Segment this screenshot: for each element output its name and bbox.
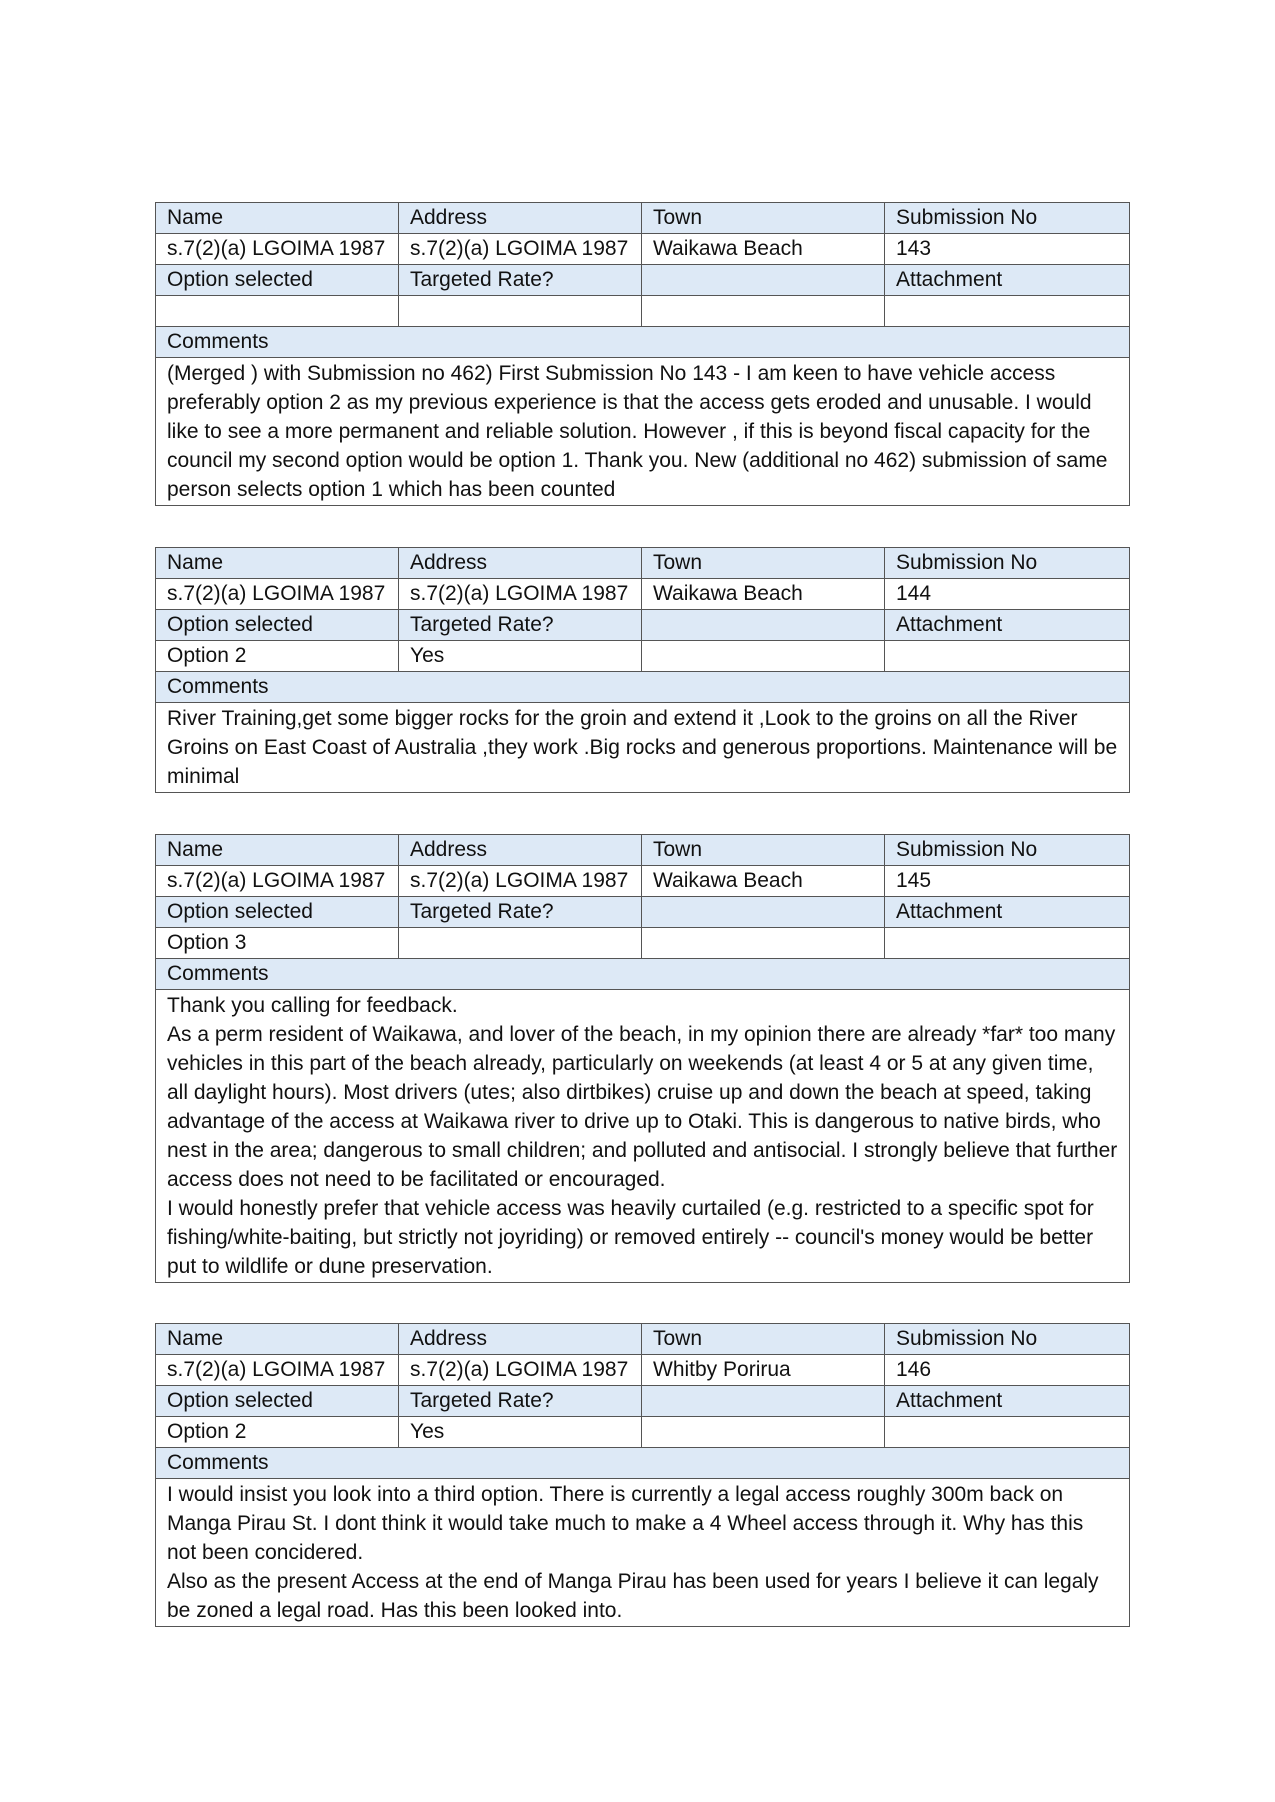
option-header-row — [156, 265, 1130, 296]
comments-text — [156, 703, 1130, 793]
details-row — [156, 234, 1130, 265]
comments-row — [156, 1479, 1130, 1627]
option-value — [156, 296, 399, 327]
attachment-label: Attachment — [885, 1386, 1130, 1417]
name-label: Name — [156, 548, 399, 579]
empty-cell — [642, 641, 885, 672]
targeted-rate-label: Targeted Rate? — [399, 265, 642, 296]
header-row — [156, 835, 1130, 866]
option-row — [156, 296, 1130, 327]
comment-paragraph: River Training,get some bigger rocks for the groin and extend it ,Look to the groins on all the River Groins on East Coast of Australia ,they work .Big rocks and generous proportions. Maintenance will be minimal — [167, 707, 1118, 788]
empty-cell — [642, 928, 885, 959]
targeted-rate-label: Targeted Rate? — [399, 897, 642, 928]
option-row — [156, 928, 1130, 959]
submission-no-value: 143 — [885, 234, 1130, 265]
address-value: s.7(2)(a) LGOIMA 1987 — [399, 1355, 642, 1386]
address-label: Address — [399, 835, 642, 866]
address-label: Address — [399, 548, 642, 579]
comment-paragraph: I would honestly prefer that vehicle access was heavily curtailed (e.g. restricted to a specific spot for fishing/white-baiting, but strictly not joyriding) or removed entirely -- council's money would be better put to wildlife or dune preservation. — [167, 1197, 1094, 1278]
address-value: s.7(2)(a) LGOIMA 1987 — [399, 234, 642, 265]
empty-cell — [642, 265, 885, 296]
comments-row — [156, 990, 1130, 1283]
submission-table-144 — [155, 547, 1130, 793]
name-value: s.7(2)(a) LGOIMA 1987 — [156, 866, 399, 897]
comments-label: Comments — [156, 959, 1130, 990]
attachment-value — [885, 641, 1130, 672]
comments-label: Comments — [156, 327, 1130, 358]
comments-header-row — [156, 672, 1130, 703]
option-header-row — [156, 897, 1130, 928]
address-label: Address — [399, 1324, 642, 1355]
details-row — [156, 579, 1130, 610]
comment-paragraph: Thank you calling for feedback. — [167, 994, 458, 1017]
comment-paragraph: Also as the present Access at the end of Manga Pirau has been used for years I believe it can legaly be zoned a legal road. Has this been looked into. — [167, 1570, 1099, 1622]
submission-table-143 — [155, 202, 1130, 506]
option-value: Option 3 — [156, 928, 399, 959]
submission-table-146 — [155, 1323, 1130, 1627]
town-value: Waikawa Beach — [642, 579, 885, 610]
details-row — [156, 866, 1130, 897]
header-row — [156, 1324, 1130, 1355]
option-row — [156, 1417, 1130, 1448]
comments-text — [156, 358, 1130, 506]
town-value: Waikawa Beach — [642, 866, 885, 897]
submission-no-label: Submission No — [885, 1324, 1130, 1355]
option-row — [156, 641, 1130, 672]
header-row — [156, 203, 1130, 234]
submission-no-label: Submission No — [885, 548, 1130, 579]
empty-cell — [642, 296, 885, 327]
name-value: s.7(2)(a) LGOIMA 1987 — [156, 579, 399, 610]
targeted-rate-label: Targeted Rate? — [399, 610, 642, 641]
attachment-value — [885, 296, 1130, 327]
empty-cell — [642, 1417, 885, 1448]
comment-paragraph: As a perm resident of Waikawa, and lover of the beach, in my opinion there are already *far* too many vehicles in this part of the beach already, particularly on weekends (at least 4 or 5 at any given time, all daylight hours). Most drivers (utes; also dirtbikes) cruise up and down the beach at speed, taking advantage of the access at Waikawa river to drive up to Otaki. This is dangerous to native birds, who nest in the area; dangerous to small children; and polluted and antisocial. I strongly believe that further access does not need to be facilitated or encouraged. — [167, 1023, 1118, 1191]
town-value: Waikawa Beach — [642, 234, 885, 265]
name-label: Name — [156, 203, 399, 234]
comment-paragraph: (Merged ) with Submission no 462) First Submission No 143 - I am keen to have vehicle access preferably option 2 as my previous experience is that the access gets eroded and unusable. I would like to see a more permanent and reliable solution. However , if this is beyond fiscal capacity for the council my second option would be option 1. Thank you. New (additional no 462) submission of same person selects option 1 which has been counted — [167, 362, 1108, 501]
submission-table-145 — [155, 834, 1130, 1283]
name-value: s.7(2)(a) LGOIMA 1987 — [156, 1355, 399, 1386]
name-label: Name — [156, 835, 399, 866]
option-value: Option 2 — [156, 1417, 399, 1448]
town-label: Town — [642, 548, 885, 579]
submission-no-value: 146 — [885, 1355, 1130, 1386]
option-header-row — [156, 610, 1130, 641]
comments-text — [156, 1479, 1130, 1627]
address-label: Address — [399, 203, 642, 234]
targeted-rate-value: Yes — [399, 641, 642, 672]
option-header-row — [156, 1386, 1130, 1417]
submission-no-label: Submission No — [885, 835, 1130, 866]
name-value: s.7(2)(a) LGOIMA 1987 — [156, 234, 399, 265]
town-value: Whitby Porirua — [642, 1355, 885, 1386]
targeted-rate-value: Yes — [399, 1417, 642, 1448]
attachment-value — [885, 1417, 1130, 1448]
targeted-rate-value — [399, 296, 642, 327]
town-label: Town — [642, 1324, 885, 1355]
comments-header-row — [156, 959, 1130, 990]
comment-paragraph: I would insist you look into a third option. There is currently a legal access roughly 300m back on Manga Pirau St. I dont think it would take much to make a 4 Wheel access through it. Why has this not been concidered. — [167, 1483, 1084, 1564]
option-selected-label: Option selected — [156, 610, 399, 641]
name-label: Name — [156, 1324, 399, 1355]
comments-label: Comments — [156, 672, 1130, 703]
empty-cell — [642, 897, 885, 928]
option-selected-label: Option selected — [156, 897, 399, 928]
attachment-label: Attachment — [885, 897, 1130, 928]
empty-cell — [642, 610, 885, 641]
header-row — [156, 548, 1130, 579]
town-label: Town — [642, 835, 885, 866]
attachment-label: Attachment — [885, 610, 1130, 641]
option-value: Option 2 — [156, 641, 399, 672]
comments-row — [156, 703, 1130, 793]
empty-cell — [642, 1386, 885, 1417]
comments-header-row — [156, 327, 1130, 358]
submission-no-value: 144 — [885, 579, 1130, 610]
address-value: s.7(2)(a) LGOIMA 1987 — [399, 866, 642, 897]
details-row — [156, 1355, 1130, 1386]
option-selected-label: Option selected — [156, 265, 399, 296]
targeted-rate-label: Targeted Rate? — [399, 1386, 642, 1417]
option-selected-label: Option selected — [156, 1386, 399, 1417]
submission-no-label: Submission No — [885, 203, 1130, 234]
comments-row — [156, 358, 1130, 506]
address-value: s.7(2)(a) LGOIMA 1987 — [399, 579, 642, 610]
submission-no-value: 145 — [885, 866, 1130, 897]
comments-header-row — [156, 1448, 1130, 1479]
targeted-rate-value — [399, 928, 642, 959]
town-label: Town — [642, 203, 885, 234]
attachment-value — [885, 928, 1130, 959]
comments-text — [156, 990, 1130, 1283]
comments-label: Comments — [156, 1448, 1130, 1479]
attachment-label: Attachment — [885, 265, 1130, 296]
